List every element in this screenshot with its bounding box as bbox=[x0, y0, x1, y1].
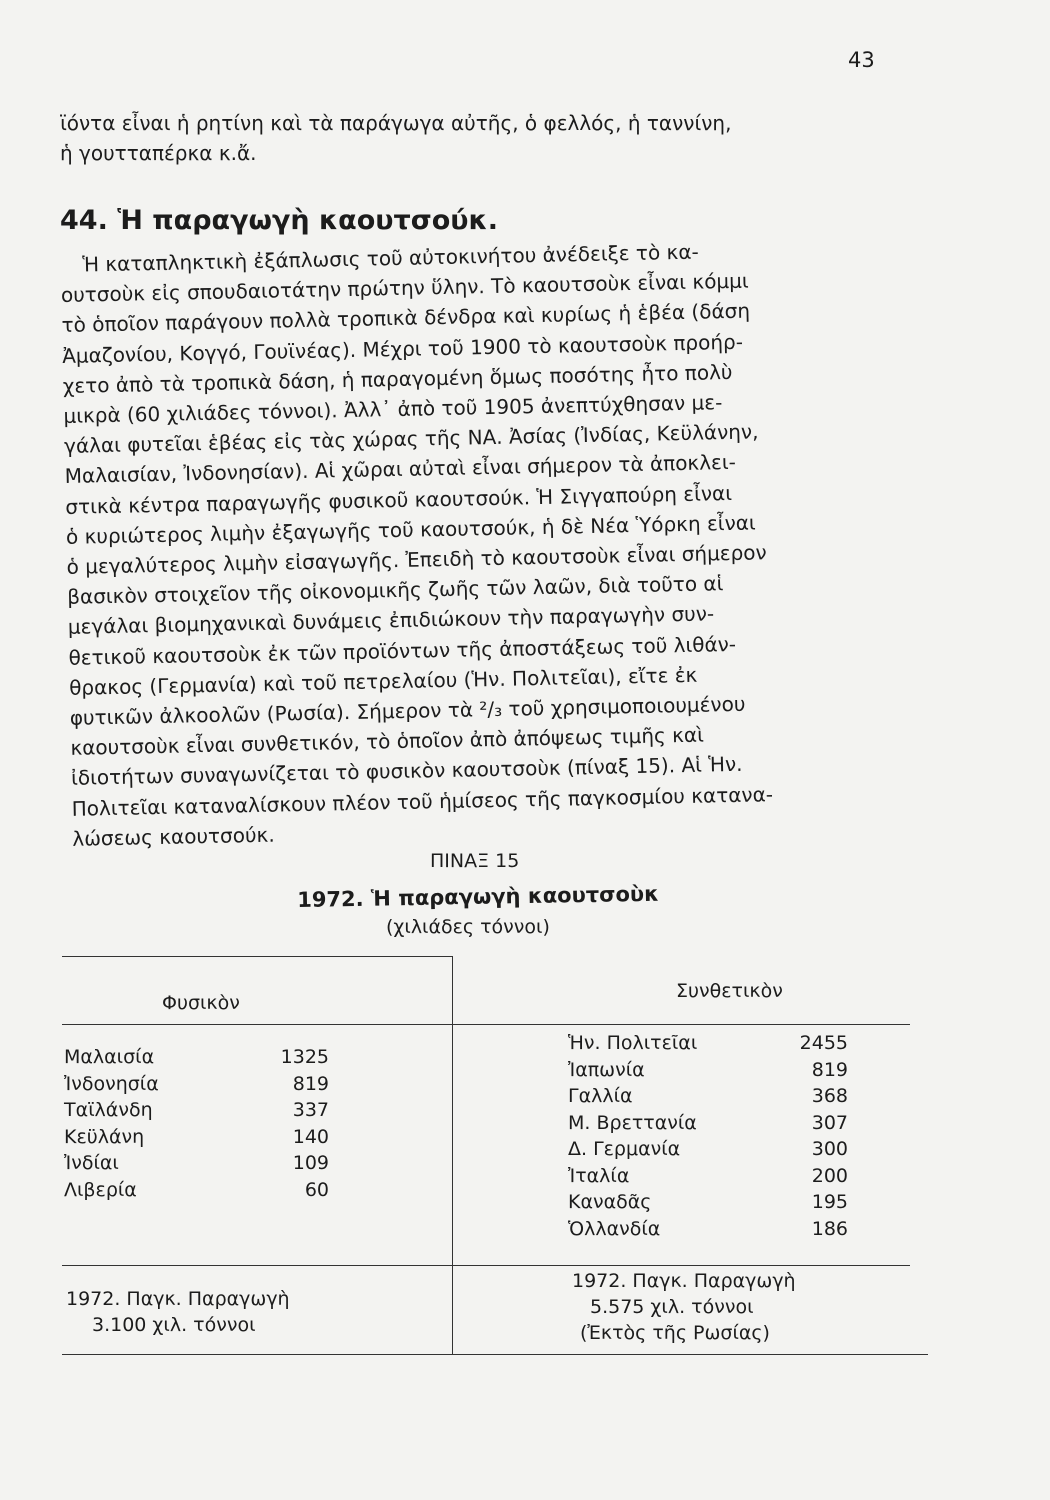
production-value: 140 bbox=[292, 1125, 329, 1148]
body-line: Πολιτεῖαι καταναλίσκουν πλέον τοῦ ἡμίσεος τῆς παγκοσμίου κατανα- bbox=[71, 781, 774, 821]
production-value: 368 bbox=[811, 1085, 848, 1107]
production-value: 819 bbox=[292, 1072, 329, 1095]
table-row bbox=[64, 1097, 329, 1124]
table-label: ΠΙΝΑΞ 15 bbox=[430, 850, 520, 872]
table-bottom-rule bbox=[62, 1354, 928, 1355]
left-column-header: Φυσικὸν bbox=[162, 992, 240, 1014]
body-line: Ἡ καταπληκτικὴ ἐξάπλωσις τοῦ αὐτοκινήτου ἀνέδειξε τὸ κα- bbox=[82, 239, 699, 277]
body-line: μικρὰ (60 χιλιάδες τόννοι). Ἀλλ᾽ ἀπὸ τοῦ 1905 ἀνεπτύχθησαν με- bbox=[63, 390, 723, 428]
table-row bbox=[64, 1150, 329, 1177]
body-line: βασικὸν στοιχεῖον τῆς οἰκονομικῆς ζωῆς τῶν λαῶν, διὰ τοῦτο αἱ bbox=[67, 571, 724, 610]
country-name: Καναδᾶς bbox=[568, 1191, 652, 1213]
table-top-rule bbox=[62, 956, 452, 957]
total-value: 5.575 χιλ. τόννοι bbox=[590, 1296, 754, 1318]
table-row bbox=[64, 1124, 329, 1151]
table-totals-rule bbox=[62, 1265, 910, 1266]
country-name: Ταϊλάνδη bbox=[64, 1099, 153, 1121]
right-total bbox=[572, 1268, 796, 1346]
table-row bbox=[568, 1030, 848, 1057]
total-note: (Ἐκτὸς τῆς Ρωσίας) bbox=[580, 1322, 770, 1344]
table-row bbox=[64, 1177, 329, 1204]
left-total bbox=[66, 1286, 290, 1338]
country-name: Ὁλλανδία bbox=[568, 1217, 661, 1240]
body-line: τὸ ὁποῖον παράγουν πολλὰ τροπικὰ δένδρα καὶ κυρίως ἡ ἑβέα (δάση bbox=[61, 298, 751, 338]
production-value: 819 bbox=[811, 1058, 848, 1081]
table-row bbox=[568, 1110, 848, 1137]
body-line: χετο ἀπὸ τὰ τροπικὰ δάση, ἡ παραγομένη ὅμως ποσότης ἦτο πολὺ bbox=[62, 359, 733, 398]
country-name: Ἰνδίαι bbox=[64, 1152, 119, 1174]
body-line: λώσεως καουτσούκ. bbox=[72, 822, 275, 851]
table-row bbox=[568, 1136, 848, 1163]
total-label: 1972. Παγκ. Παραγωγὴ bbox=[66, 1288, 290, 1310]
table-title: 1972. Ἡ παραγωγὴ καουτσοὺκ bbox=[297, 881, 660, 912]
intro-line: ϊόντα εἶναι ἡ ρητίνη καὶ τὰ παράγωγα αὐτῆς, ὁ φελλός, ἡ ταννίνη, bbox=[60, 111, 732, 135]
production-value: 200 bbox=[811, 1164, 848, 1187]
page-number: 43 bbox=[848, 48, 875, 72]
body-line: Ἀμαζονίου, Κογγό, Γουϊνέας). Μέχρι τοῦ 1900 τὸ καουτσοὺκ προήρ- bbox=[61, 329, 744, 368]
production-value: 186 bbox=[811, 1217, 848, 1240]
total-label: 1972. Παγκ. Παραγωγὴ bbox=[572, 1270, 796, 1292]
table-column-divider bbox=[452, 956, 453, 1354]
table-row bbox=[64, 1071, 329, 1098]
country-name: Μ. Βρεττανία bbox=[568, 1111, 697, 1134]
country-name: Γαλλία bbox=[568, 1085, 633, 1107]
section-title: 44. Ἡ παραγωγὴ καουτσούκ. bbox=[60, 205, 498, 236]
body-line: ὁ κυριώτερος λιμὴν ἐξαγωγῆς τοῦ καουτσούκ, ἡ δὲ Νέα Ὑόρκη εἶναι bbox=[65, 510, 756, 549]
body-line: θρακος (Γερμανία) καὶ τοῦ πετρελαίου (Ἡν. Πολιτεῖαι), εἴτε ἐκ bbox=[68, 662, 698, 700]
body-line: ἰδιοτήτων συναγωνίζεται τὸ φυσικὸν καουτσοὺκ (πίναξ 15). Αἱ Ἡν. bbox=[70, 752, 743, 791]
country-name: Ἰνδονησία bbox=[64, 1072, 159, 1095]
production-value: 1325 bbox=[280, 1046, 329, 1068]
table-subtitle: (χιλιάδες τόννοι) bbox=[386, 916, 550, 938]
table-row bbox=[568, 1189, 848, 1216]
synthetic-rubber-list bbox=[568, 1030, 848, 1242]
country-name: Κεϋλάνη bbox=[64, 1125, 145, 1148]
body-line: στικὰ κέντρα παραγωγῆς φυσικοῦ καουτσούκ. Ἡ Σιγγαπούρη εἶναι bbox=[65, 480, 733, 519]
country-name: Μαλαισία bbox=[64, 1046, 155, 1068]
right-column-header: Συνθετικὸν bbox=[676, 980, 783, 1002]
production-value: 60 bbox=[304, 1178, 329, 1201]
body-line: Μαλαισίαν, Ἰνδονησίαν). Αἱ χῶραι αὐταὶ εἶναι σήμερον τὰ ἀποκλει- bbox=[64, 450, 737, 489]
production-value: 195 bbox=[811, 1191, 848, 1213]
country-name: Λιβερία bbox=[64, 1178, 137, 1201]
body-line: φυτικῶν ἀλκοολῶν (Ρωσία). Σήμερον τὰ ²/₃ τοῦ χρησιμοποιουμένου bbox=[69, 691, 746, 730]
table-row bbox=[568, 1216, 848, 1243]
table-row bbox=[568, 1163, 848, 1190]
intro-line: ἡ γουτταπέρκα κ.ἄ. bbox=[60, 141, 257, 165]
body-line: ὁ μεγαλύτερος λιμὴν εἰσαγωγῆς. Ἐπειδὴ τὸ καουτσοὺκ εἶναι σήμερον bbox=[66, 540, 767, 579]
body-line: καουτσοὺκ εἶναι συνθετικόν, τὸ ὁποῖον ἀπὸ ἀπόψεως τιμῆς καὶ bbox=[70, 722, 705, 761]
production-value: 109 bbox=[292, 1152, 329, 1174]
body-line: θετικοῦ καουτσοὺκ ἐκ τῶν προϊόντων τῆς ἀποστάξεως τοῦ λιθάν- bbox=[68, 631, 737, 670]
body-line: γάλαι φυτεῖαι ἑβέας εἰς τὰς χώρας τῆς ΝΑ. Ἀσίας (Ἰνδίας, Κεϋλάνην, bbox=[63, 419, 759, 459]
body-line: ουτσοὺκ εἰς σπουδαιοτάτην πρώτην ὕλην. Τὸ καουτσοὺκ εἶναι κόμμι bbox=[60, 268, 749, 308]
production-value: 2455 bbox=[799, 1032, 848, 1054]
section-body bbox=[60, 232, 932, 854]
production-value: 300 bbox=[811, 1138, 848, 1160]
country-name: Δ. Γερμανία bbox=[568, 1138, 681, 1160]
production-value: 337 bbox=[292, 1099, 329, 1121]
table-header-rule bbox=[62, 1024, 910, 1025]
natural-rubber-list bbox=[64, 1044, 329, 1203]
production-value: 307 bbox=[811, 1111, 848, 1134]
table-row bbox=[568, 1057, 848, 1084]
country-name: Ἰαπωνία bbox=[568, 1058, 645, 1081]
body-line: μεγάλαι βιομηχανικαὶ δυνάμεις ἐπιδιώκουν τὴν παραγωγὴν συν- bbox=[67, 601, 715, 640]
country-name: Ἰταλία bbox=[568, 1164, 630, 1187]
table-row bbox=[64, 1044, 329, 1071]
total-value: 3.100 χιλ. τόννοι bbox=[92, 1314, 256, 1336]
country-name: Ἡν. Πολιτεῖαι bbox=[568, 1032, 698, 1054]
intro-paragraph bbox=[60, 108, 900, 168]
table-row bbox=[568, 1083, 848, 1110]
